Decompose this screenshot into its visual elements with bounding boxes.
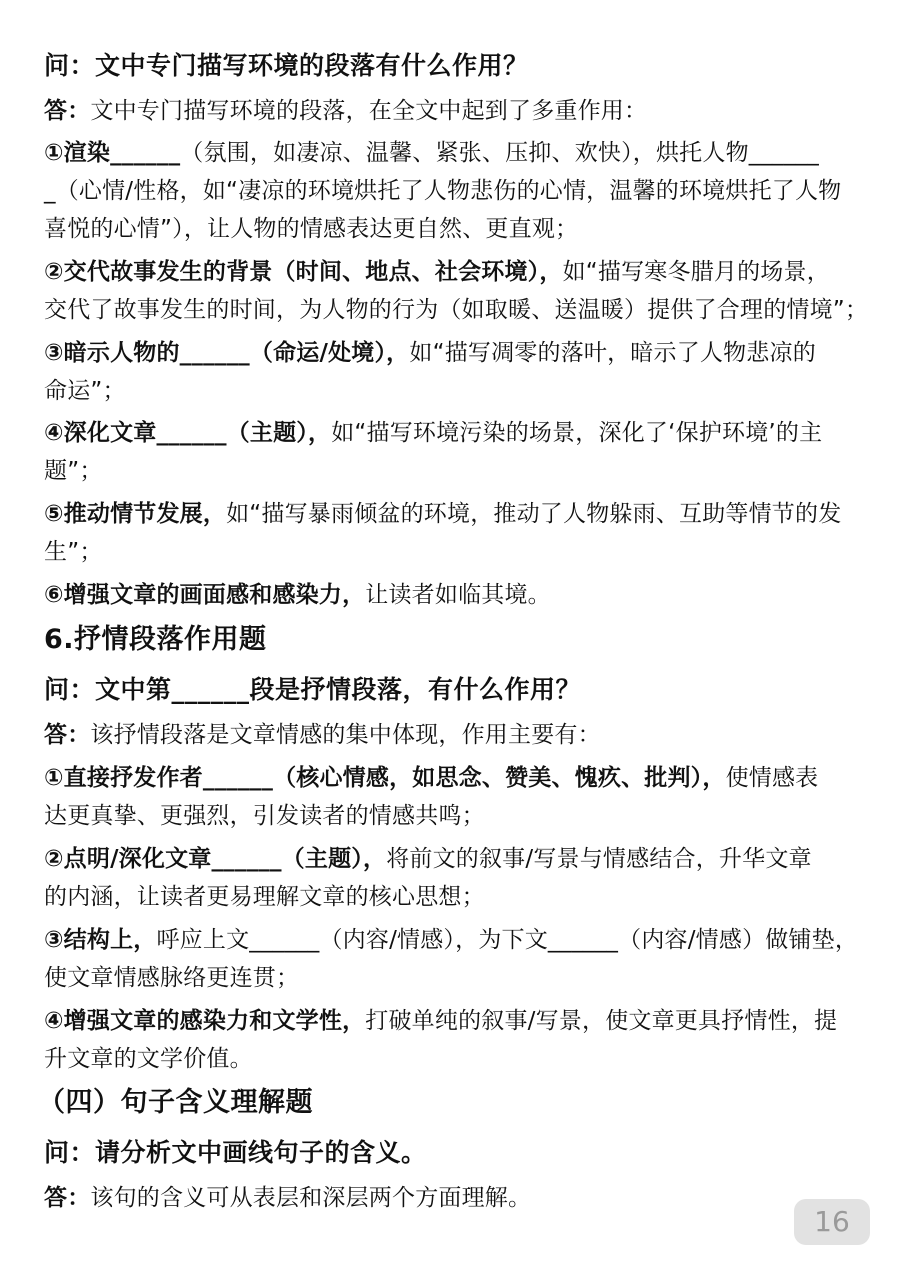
question-environment: 问：文中专门描写环境的段落有什么作用？ — [44, 51, 529, 80]
answer-text: 该句的含义可从表层和深层两个方面理解。 — [90, 1185, 532, 1211]
env-point-3-bold: ③暗示人物的______（命运/处境）， — [44, 340, 410, 366]
answer-label: 答： — [44, 98, 91, 124]
answer-sentence — [44, 1182, 531, 1214]
env-point-1-line2: _（心情/性格，如“凄凉的环境烘托了人物悲伤的心情，温馨的环境烘托了人物 — [44, 178, 842, 204]
answer-label: 答： — [44, 1185, 91, 1211]
env-point-2-bold: ②交代故事发生的背景（时间、地点、社会环境）， — [44, 259, 563, 285]
lyric-point-1-bold: ①直接抒发作者______（核心情感，如思念、赞美、愧疚、批判）， — [44, 765, 726, 791]
answer-text: 文中专门描写环境的段落，在全文中起到了多重作用： — [90, 98, 648, 124]
lyric-point-3-bold: ③结构上， — [44, 927, 157, 953]
env-point-2 — [44, 256, 830, 288]
env-point-5-text: 如“描写暴雨倾盆的环境，推动了人物躲雨、互助等情节的发 — [226, 501, 842, 527]
page-number-badge: 16 — [794, 1199, 870, 1245]
answer-text: 该抒情段落是文章情感的集中体现，作用主要有： — [90, 722, 601, 748]
env-point-3 — [44, 337, 816, 369]
lyric-point-1-text: 使情感表 — [725, 765, 819, 791]
answer-environment — [44, 95, 647, 127]
question-lyrical: 问：文中第______段是抒情段落，有什么作用？ — [44, 675, 582, 704]
answer-lyrical — [44, 719, 601, 751]
lyric-point-2-bold: ②点明/深化文章______（主题）， — [44, 846, 387, 872]
lyric-point-1 — [44, 762, 818, 794]
lyric-point-4-text: 打破单纯的叙事/写景，使文章更具抒情性，提 — [365, 1008, 838, 1034]
env-point-3-line2: 命运”； — [44, 378, 126, 404]
env-point-6 — [44, 579, 551, 611]
section-heading-lyrical: 6.抒情段落作用题 — [44, 624, 267, 655]
env-point-1-text: （氛围，如凄凉、温馨、紧张、压抑、欢快），烘托人物______ — [180, 140, 819, 166]
section-heading-sentence: （四）句子含义理解题 — [38, 1087, 313, 1118]
lyric-point-3 — [44, 924, 858, 956]
lyric-point-2-line2: 的内涵，让读者更易理解文章的核心思想； — [44, 884, 485, 910]
env-point-1-bold: ①渲染______ — [44, 140, 181, 166]
lyric-point-2-text: 将前文的叙事/写景与情感结合，升华文章 — [386, 846, 812, 872]
env-point-2-text: 如“描写寒冬腊月的场景， — [562, 259, 830, 285]
env-point-4-line2: 题”； — [44, 458, 103, 484]
env-point-4-bold: ④深化文章______（主题）， — [44, 420, 332, 446]
env-point-4 — [44, 417, 822, 449]
env-point-1 — [44, 137, 819, 169]
env-point-6-bold: ⑥增强文章的画面感和感染力， — [44, 582, 366, 608]
lyric-point-3-line2: 使文章情感脉络更连贯； — [44, 965, 300, 991]
question-sentence: 问：请分析文中画线句子的含义。 — [44, 1138, 427, 1167]
lyric-point-1-line2: 达更真挚、更强烈，引发读者的情感共鸣； — [44, 803, 485, 829]
lyric-point-4-line2: 升文章的文学价值。 — [44, 1046, 253, 1072]
lyric-point-2 — [44, 843, 812, 875]
lyric-point-4 — [44, 1005, 837, 1037]
env-point-3-text: 如“描写凋零的落叶，暗示了人物悲凉的 — [409, 340, 816, 366]
env-point-5 — [44, 498, 841, 530]
lyric-point-4-bold: ④增强文章的感染力和文学性， — [44, 1008, 366, 1034]
env-point-2-line2: 交代了故事发生的时间，为人物的行为（如取暖、送温暖）提供了合理的情境”； — [44, 297, 869, 323]
env-point-6-text: 让读者如临其境。 — [365, 582, 551, 608]
env-point-1-line3: 喜悦的心情”），让人物的情感表达更自然、更直观； — [44, 216, 579, 242]
lyric-point-3-text: 呼应上文______（内容/情感），为下文______（内容/情感）做铺垫， — [156, 927, 859, 953]
env-point-5-line2: 生”； — [44, 539, 103, 565]
env-point-4-text: 如“描写环境污染的场景，深化了‘保护环境’的主 — [331, 420, 823, 446]
answer-label: 答： — [44, 722, 91, 748]
env-point-5-bold: ⑤推动情节发展， — [44, 501, 227, 527]
